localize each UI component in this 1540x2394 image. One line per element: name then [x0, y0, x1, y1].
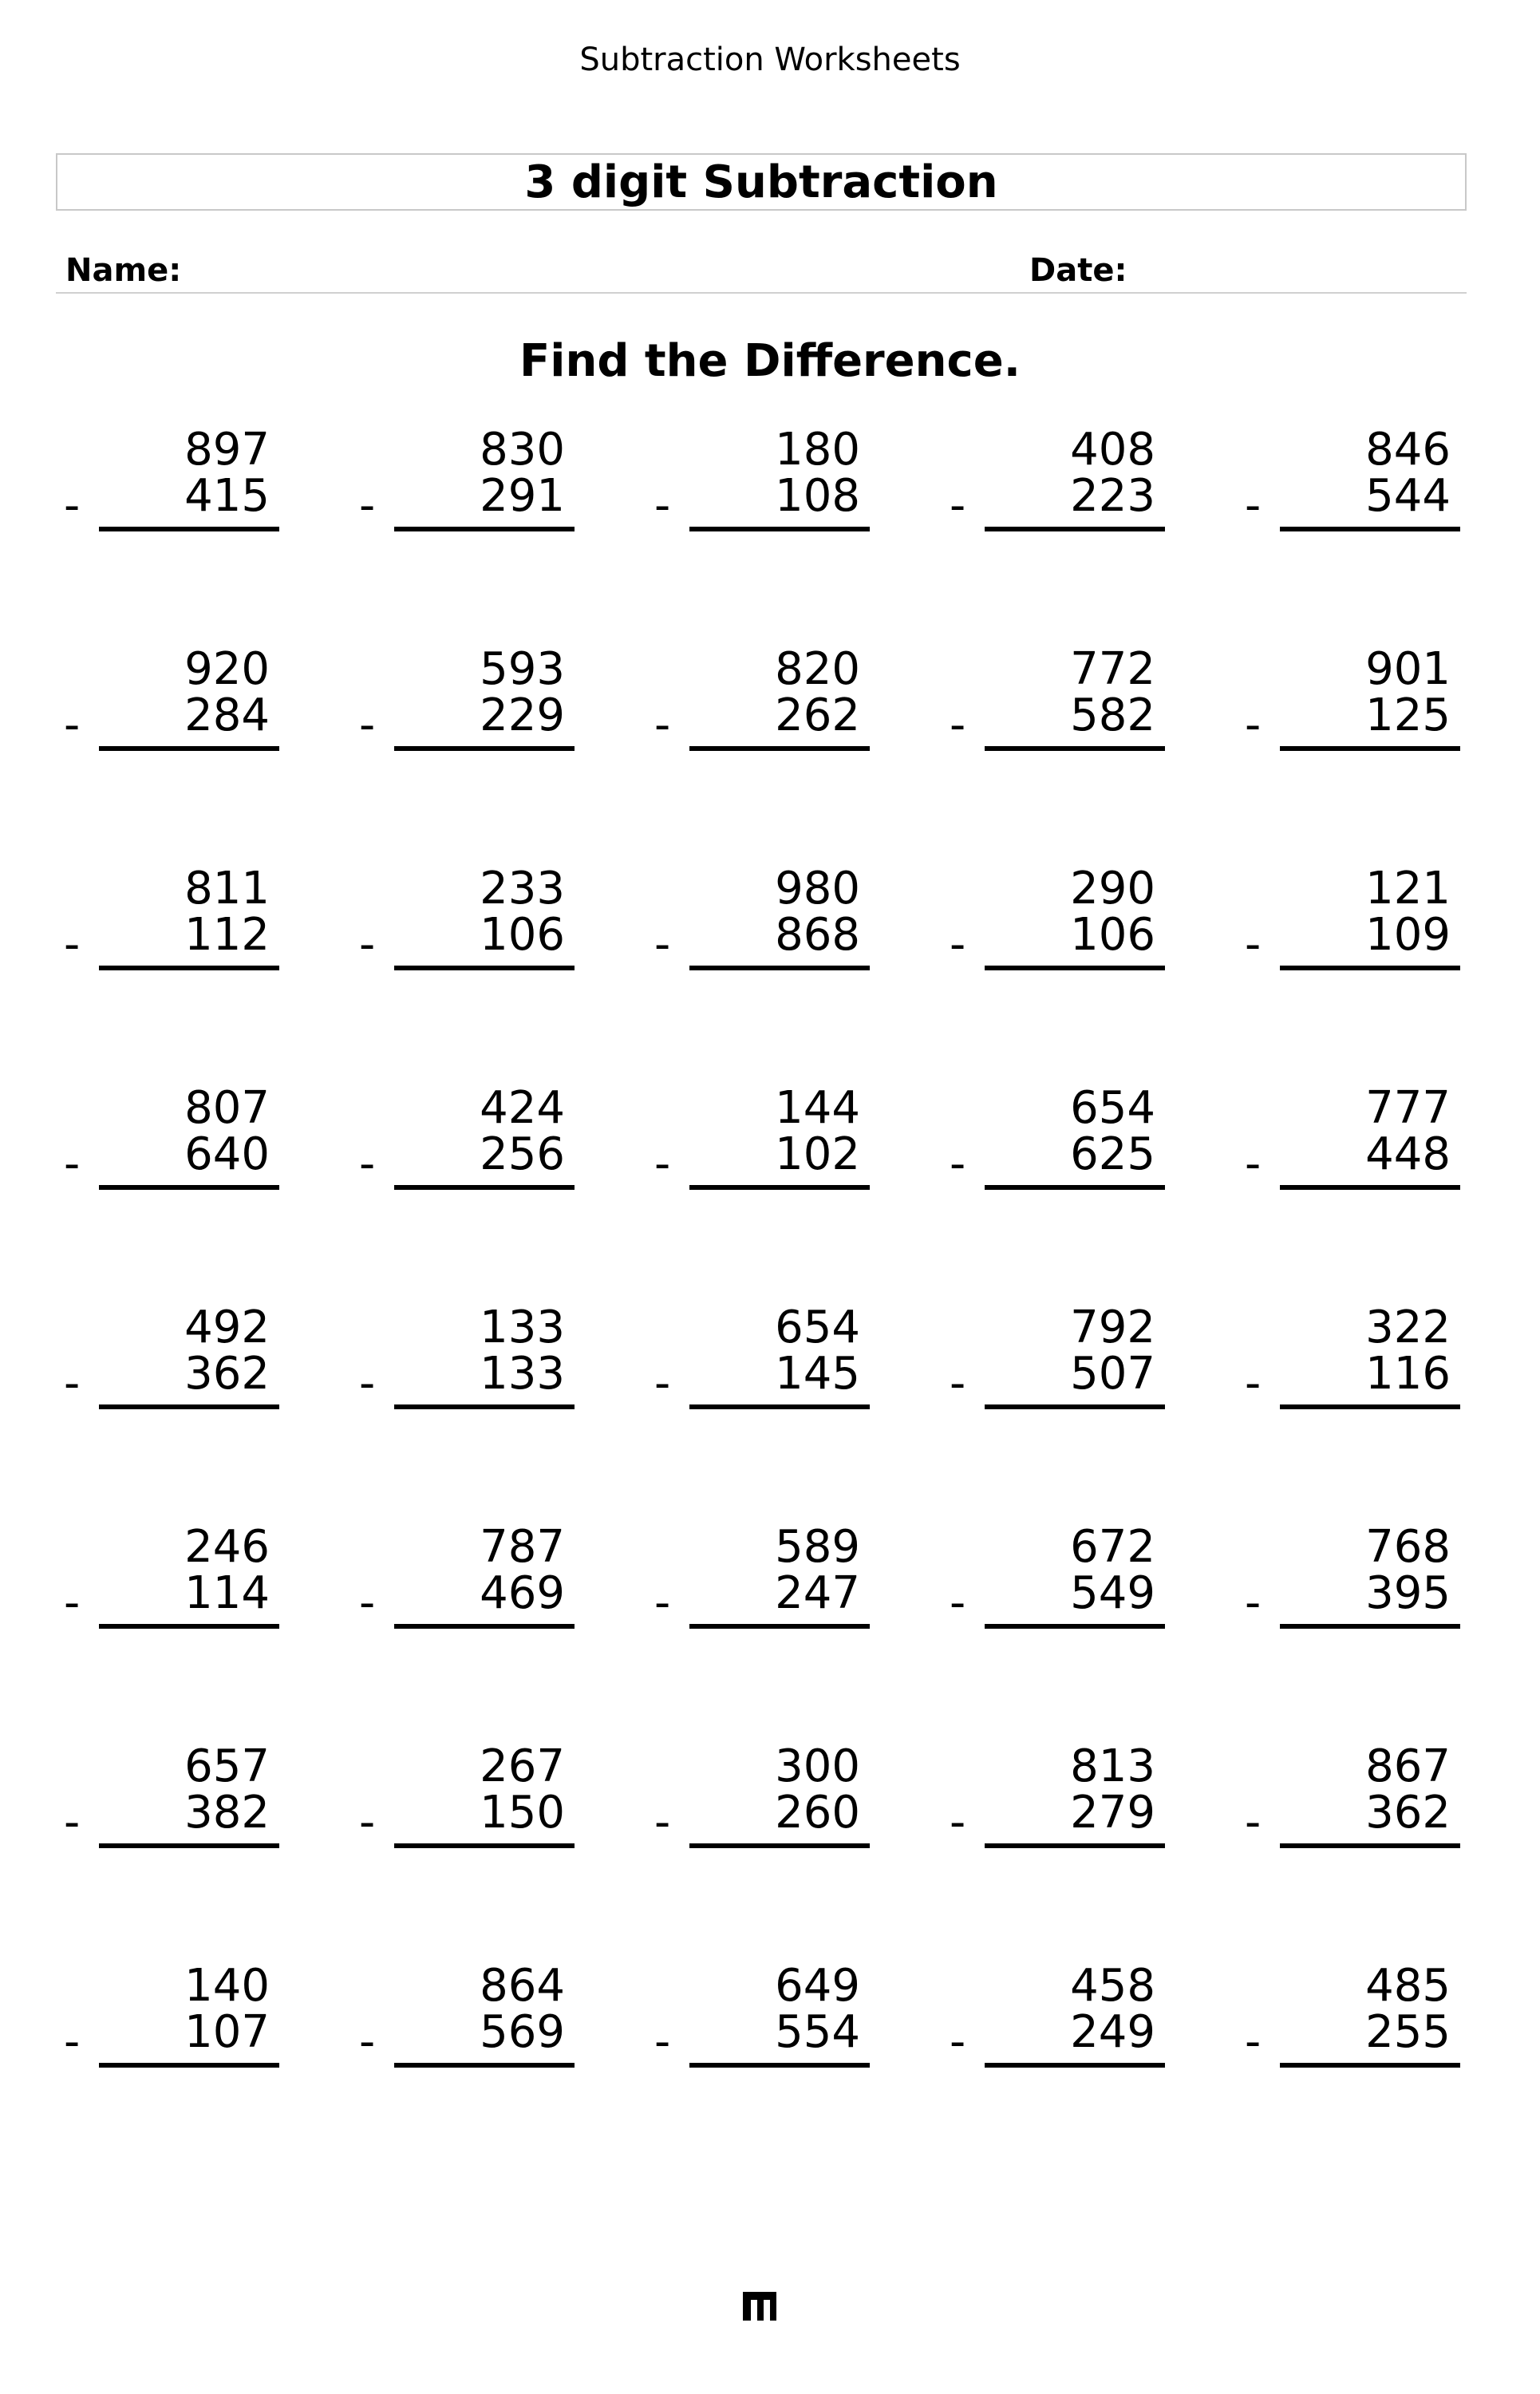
answer-line: [394, 1404, 575, 1409]
minuend: 300: [775, 1740, 860, 1792]
problem-35: [1237, 1740, 1476, 1899]
answer-line: [394, 1843, 575, 1848]
minuend: 657: [184, 1740, 270, 1792]
problem-13: [646, 862, 886, 1021]
answer-line: [99, 1843, 279, 1848]
minuend: 672: [1070, 1521, 1155, 1573]
minus-sign: -: [950, 1138, 966, 1190]
minus-sign: -: [359, 2016, 376, 2068]
answer-line: [99, 1185, 279, 1190]
minuend: 807: [184, 1082, 270, 1134]
minuend: 589: [775, 1521, 860, 1573]
subtrahend: 102: [775, 1128, 860, 1180]
problem-40: [1237, 1959, 1476, 2119]
problem-6: [56, 642, 295, 802]
answer-line: [985, 1404, 1165, 1409]
problem-18: [646, 1081, 886, 1241]
answer-line: [1280, 1185, 1460, 1190]
subtrahend: 640: [184, 1128, 270, 1180]
subtrahend: 116: [1365, 1348, 1451, 1400]
minuend: 649: [775, 1960, 860, 2012]
answer-line: [689, 2063, 870, 2068]
problem-29: [942, 1520, 1181, 1680]
minus-sign: -: [1245, 918, 1262, 970]
minuend: 772: [1070, 643, 1155, 695]
answer-line: [394, 2063, 575, 2068]
minus-sign: -: [950, 699, 966, 751]
answer-line: [689, 746, 870, 751]
problem-22: [351, 1301, 590, 1460]
subtrahend: 109: [1365, 909, 1451, 961]
subtrahend: 249: [1070, 2006, 1155, 2058]
answer-line: [1280, 527, 1460, 531]
minus-sign: -: [654, 918, 671, 970]
problem-3: [646, 423, 886, 583]
subtrahend: 415: [184, 470, 270, 522]
answer-line: [394, 1624, 575, 1629]
problem-1: [56, 423, 295, 583]
problem-31: [56, 1740, 295, 1899]
minuend: 980: [775, 863, 860, 915]
answer-line: [1280, 746, 1460, 751]
problem-19: [942, 1081, 1181, 1241]
minuend: 458: [1070, 1960, 1155, 2012]
problem-26: [56, 1520, 295, 1680]
problem-17: [351, 1081, 590, 1241]
problem-4: [942, 423, 1181, 583]
problem-27: [351, 1520, 590, 1680]
minuend: 180: [775, 424, 860, 476]
minus-sign: -: [359, 480, 376, 531]
minuend: 593: [480, 643, 565, 695]
answer-line: [394, 527, 575, 531]
problem-11: [56, 862, 295, 1021]
minuend: 140: [184, 1960, 270, 2012]
problem-30: [1237, 1520, 1476, 1680]
answer-line: [394, 1185, 575, 1190]
minuend: 492: [184, 1302, 270, 1353]
date-label: Date:: [1029, 252, 1127, 289]
subtrahend: 284: [184, 689, 270, 741]
minus-sign: -: [654, 1796, 671, 1848]
minuend: 654: [775, 1302, 860, 1353]
subtrahend: 279: [1070, 1787, 1155, 1839]
minuend: 813: [1070, 1740, 1155, 1792]
subtrahend: 448: [1365, 1128, 1451, 1180]
answer-line: [99, 746, 279, 751]
minus-sign: -: [359, 918, 376, 970]
site-title: Subtraction Worksheets: [579, 41, 961, 78]
minuend: 121: [1365, 863, 1451, 915]
subtrahend: 544: [1365, 470, 1451, 522]
subtrahend: 114: [184, 1567, 270, 1619]
subtrahend: 569: [480, 2006, 565, 2058]
problem-8: [646, 642, 886, 802]
problem-39: [942, 1959, 1181, 2119]
minuend: 901: [1365, 643, 1451, 695]
answer-line: [985, 746, 1165, 751]
minuend: 846: [1365, 424, 1451, 476]
subtrahend: 256: [480, 1128, 565, 1180]
minus-sign: -: [654, 2016, 671, 2068]
answer-line: [394, 966, 575, 970]
subtrahend: 262: [775, 689, 860, 741]
minus-sign: -: [1245, 1138, 1262, 1190]
minuend: 777: [1365, 1082, 1451, 1134]
minuend: 864: [480, 1960, 565, 2012]
worksheet-title: 3 digit Subtraction: [524, 156, 998, 208]
subtrahend: 106: [1070, 909, 1155, 961]
problem-36: [56, 1959, 295, 2119]
minuend: 820: [775, 643, 860, 695]
answer-line: [689, 527, 870, 531]
answer-line: [99, 1404, 279, 1409]
problem-10: [1237, 642, 1476, 802]
problem-15: [1237, 862, 1476, 1021]
answer-line: [689, 1404, 870, 1409]
minuend: 768: [1365, 1521, 1451, 1573]
problem-24: [942, 1301, 1181, 1460]
answer-line: [1280, 966, 1460, 970]
answer-line: [985, 1843, 1165, 1848]
subtrahend: 150: [480, 1787, 565, 1839]
problem-33: [646, 1740, 886, 1899]
answer-line: [99, 1624, 279, 1629]
answer-line: [985, 527, 1165, 531]
subtrahend: 395: [1365, 1567, 1451, 1619]
subtrahend: 549: [1070, 1567, 1155, 1619]
answer-line: [1280, 2063, 1460, 2068]
problem-5: [1237, 423, 1476, 583]
minus-sign: -: [1245, 1577, 1262, 1629]
problem-25: [1237, 1301, 1476, 1460]
answer-line: [689, 966, 870, 970]
subtrahend: 255: [1365, 2006, 1451, 2058]
minus-sign: -: [64, 1357, 81, 1409]
minus-sign: -: [950, 1357, 966, 1409]
problem-32: [351, 1740, 590, 1899]
minuend: 233: [480, 863, 565, 915]
minuend: 408: [1070, 424, 1155, 476]
minus-sign: -: [359, 1577, 376, 1629]
minus-sign: -: [950, 1796, 966, 1848]
minuend: 485: [1365, 1960, 1451, 2012]
minus-sign: -: [1245, 480, 1262, 531]
minuend: 897: [184, 424, 270, 476]
answer-line: [985, 2063, 1165, 2068]
minuend: 424: [480, 1082, 565, 1134]
answer-line: [985, 966, 1165, 970]
problem-28: [646, 1520, 886, 1680]
subtrahend: 223: [1070, 470, 1155, 522]
answer-line: [99, 527, 279, 531]
subtrahend: 362: [1365, 1787, 1451, 1839]
subtrahend: 868: [775, 909, 860, 961]
answer-line: [1280, 1404, 1460, 1409]
minus-sign: -: [64, 699, 81, 751]
minus-sign: -: [950, 1577, 966, 1629]
problem-7: [351, 642, 590, 802]
problem-21: [56, 1301, 295, 1460]
subtrahend: 260: [775, 1787, 860, 1839]
subtrahend: 106: [480, 909, 565, 961]
subtrahend: 469: [480, 1567, 565, 1619]
minuend: 792: [1070, 1302, 1155, 1353]
minuend: 290: [1070, 863, 1155, 915]
minus-sign: -: [1245, 699, 1262, 751]
subtrahend: 125: [1365, 689, 1451, 741]
problem-16: [56, 1081, 295, 1241]
problem-12: [351, 862, 590, 1021]
minus-sign: -: [654, 1357, 671, 1409]
problem-37: [351, 1959, 590, 2119]
subtrahend: 382: [184, 1787, 270, 1839]
minus-sign: -: [359, 1138, 376, 1190]
subtrahend: 554: [775, 2006, 860, 2058]
subtrahend: 291: [480, 470, 565, 522]
subtrahend: 229: [480, 689, 565, 741]
answer-line: [985, 1624, 1165, 1629]
minus-sign: -: [950, 918, 966, 970]
subtrahend: 133: [480, 1348, 565, 1400]
minus-sign: -: [1245, 1796, 1262, 1848]
subtrahend: 108: [775, 470, 860, 522]
subtrahend: 582: [1070, 689, 1155, 741]
minus-sign: -: [654, 1138, 671, 1190]
minus-sign: -: [950, 480, 966, 531]
minuend: 830: [480, 424, 565, 476]
minus-sign: -: [950, 2016, 966, 2068]
problem-34: [942, 1740, 1181, 1899]
minus-sign: -: [654, 1577, 671, 1629]
minus-sign: -: [359, 699, 376, 751]
answer-line: [689, 1185, 870, 1190]
answer-line: [689, 1843, 870, 1848]
name-label: Name:: [65, 252, 182, 289]
answer-line: [985, 1185, 1165, 1190]
problem-2: [351, 423, 590, 583]
problem-9: [942, 642, 1181, 802]
problem-38: [646, 1959, 886, 2119]
minus-sign: -: [1245, 1357, 1262, 1409]
name-date-row: [56, 249, 1467, 294]
problem-grid: [56, 423, 1467, 2099]
subtrahend: 362: [184, 1348, 270, 1400]
minus-sign: -: [64, 2016, 81, 2068]
minuend: 867: [1365, 1740, 1451, 1792]
problem-20: [1237, 1081, 1476, 1241]
minuend: 920: [184, 643, 270, 695]
minus-sign: -: [64, 1577, 81, 1629]
answer-line: [394, 746, 575, 751]
minuend: 267: [480, 1740, 565, 1792]
answer-line: [1280, 1624, 1460, 1629]
worksheet-title-box: [56, 153, 1467, 211]
answer-line: [99, 2063, 279, 2068]
minuend: 246: [184, 1521, 270, 1573]
minus-sign: -: [64, 1138, 81, 1190]
subtrahend: 247: [775, 1567, 860, 1619]
minus-sign: -: [64, 480, 81, 531]
subtrahend: 112: [184, 909, 270, 961]
minuend: 811: [184, 863, 270, 915]
minuend: 133: [480, 1302, 565, 1353]
problem-23: [646, 1301, 886, 1460]
minus-sign: -: [64, 1796, 81, 1848]
subtrahend: 507: [1070, 1348, 1155, 1400]
brand-logo-icon: [740, 2289, 780, 2324]
subtrahend: 625: [1070, 1128, 1155, 1180]
minus-sign: -: [654, 480, 671, 531]
problem-14: [942, 862, 1181, 1021]
minus-sign: -: [64, 918, 81, 970]
minuend: 144: [775, 1082, 860, 1134]
minus-sign: -: [654, 699, 671, 751]
minus-sign: -: [359, 1357, 376, 1409]
answer-line: [689, 1624, 870, 1629]
minuend: 787: [480, 1521, 565, 1573]
minuend: 654: [1070, 1082, 1155, 1134]
minuend: 322: [1365, 1302, 1451, 1353]
answer-line: [1280, 1843, 1460, 1848]
minus-sign: -: [359, 1796, 376, 1848]
instruction: Find the Difference.: [519, 335, 1021, 387]
subtrahend: 107: [184, 2006, 270, 2058]
answer-line: [99, 966, 279, 970]
minus-sign: -: [1245, 2016, 1262, 2068]
subtrahend: 145: [775, 1348, 860, 1400]
